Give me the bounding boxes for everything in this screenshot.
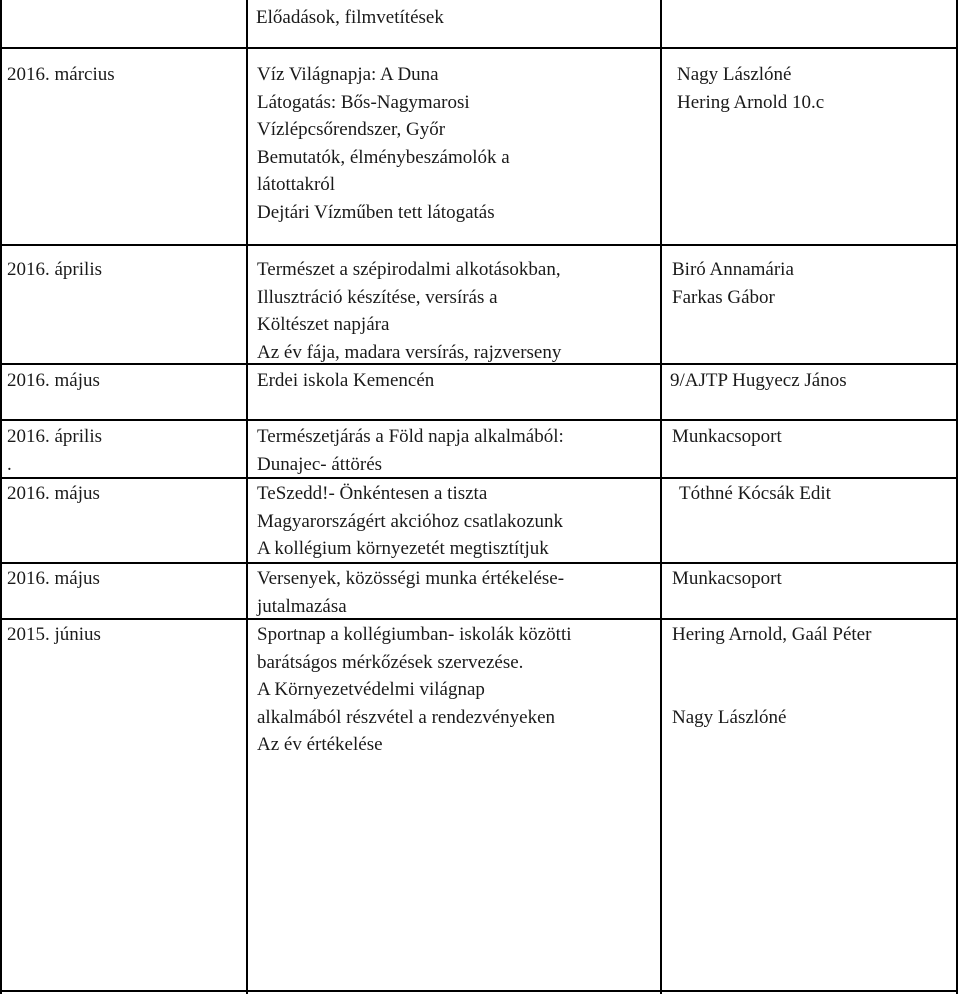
column-divider-2 bbox=[660, 0, 662, 994]
activity-line: Erdei iskola Kemencén bbox=[257, 370, 435, 391]
activity-line: Látogatás: Bős-Nagymarosi bbox=[257, 91, 470, 113]
activity-line: Természet a szépirodalmi alkotásokban, bbox=[257, 259, 561, 280]
person-line bbox=[672, 676, 871, 704]
date-cell bbox=[7, 480, 100, 508]
activity-line: jutalmazása bbox=[257, 595, 347, 617]
date-cell bbox=[7, 423, 102, 478]
row-divider bbox=[0, 47, 958, 49]
table-right-border bbox=[956, 0, 958, 994]
activity-line: Bemutatók, élménybeszámolók a bbox=[257, 146, 510, 168]
person-cell bbox=[677, 61, 824, 116]
activity-line: Versenyek, közösségi munka értékelése- bbox=[257, 568, 565, 589]
person-line: Hering Arnold 10.c bbox=[677, 91, 825, 113]
date-cell bbox=[7, 61, 115, 89]
activity-line: Az év fája, madara versírás, rajzverseny bbox=[257, 341, 562, 363]
activity-cell bbox=[257, 423, 564, 478]
person-line: Nagy Lászlóné bbox=[677, 64, 792, 85]
table-left-border bbox=[0, 0, 2, 994]
activity-line: barátságos mérkőzések szervezése. bbox=[257, 651, 524, 673]
person-line: Tóthné Kócsák Edit bbox=[679, 483, 831, 504]
person-cell bbox=[672, 565, 782, 593]
date-text: 2016. március bbox=[7, 64, 115, 85]
activity-line: Dunajec- áttörés bbox=[257, 453, 383, 475]
date-text: 2016. április bbox=[7, 426, 102, 447]
activity-line: Természetjárás a Föld napja alkalmából: bbox=[257, 426, 564, 447]
date-cell bbox=[7, 367, 100, 395]
activity-cell bbox=[257, 256, 561, 366]
person-line: Munkacsoport bbox=[672, 568, 782, 589]
activity-line: látottakról bbox=[257, 174, 336, 195]
row-divider bbox=[0, 244, 958, 246]
activity-line: Az év értékelése bbox=[257, 734, 383, 755]
section-heading-text: Előadások, filmvetítések bbox=[256, 7, 444, 28]
person-cell bbox=[670, 367, 847, 395]
person-line: Farkas Gábor bbox=[672, 286, 775, 308]
activity-line: Víz Világnapja: A Duna bbox=[257, 64, 439, 85]
activity-line: TeSzedd!- Önkéntesen a tiszta bbox=[257, 483, 488, 504]
person-cell bbox=[672, 256, 794, 311]
activity-line: A Környezetvédelmi világnap bbox=[257, 679, 485, 700]
date-cell bbox=[7, 256, 102, 284]
person-line: Nagy Lászlóné bbox=[672, 706, 787, 728]
activity-line: Magyarországért akcióhoz csatlakozunk bbox=[257, 510, 563, 532]
date-text: 2016. május bbox=[7, 568, 100, 589]
date-text: 2016. május bbox=[7, 483, 100, 504]
activity-line: Költészet napjára bbox=[257, 314, 390, 335]
date-text: 2016. április bbox=[7, 259, 102, 280]
date-text: . bbox=[7, 453, 12, 475]
person-line: Biró Annamária bbox=[672, 259, 794, 280]
activity-line: alkalmából részvétel a rendezvényeken bbox=[257, 706, 556, 728]
date-text: 2015. június bbox=[7, 624, 101, 645]
activity-line: Sportnap a kollégiumban- iskolák közötti bbox=[257, 624, 572, 645]
activity-cell bbox=[257, 61, 510, 226]
activity-cell bbox=[257, 480, 563, 563]
activity-cell bbox=[257, 367, 434, 395]
date-cell bbox=[7, 621, 101, 649]
person-cell bbox=[672, 423, 782, 451]
table-bottom-border bbox=[0, 990, 958, 992]
person-line: 9/AJTP Hugyecz János bbox=[670, 370, 847, 391]
date-text: 2016. május bbox=[7, 370, 100, 391]
person-line bbox=[672, 649, 871, 677]
section-heading bbox=[256, 4, 444, 32]
row-divider bbox=[0, 419, 958, 421]
activity-line: A kollégium környezetét megtisztítjuk bbox=[257, 538, 549, 559]
activity-line: Vízlépcsőrendszer, Győr bbox=[257, 119, 446, 140]
activity-line: Dejtári Vízműben tett látogatás bbox=[257, 201, 495, 223]
person-cell bbox=[672, 621, 871, 731]
person-cell bbox=[679, 480, 831, 508]
activity-cell bbox=[257, 621, 572, 759]
column-divider-1 bbox=[246, 0, 248, 994]
person-line: Munkacsoport bbox=[672, 426, 782, 447]
date-cell bbox=[7, 565, 100, 593]
activity-cell bbox=[257, 565, 564, 620]
activity-line: Illusztráció készítése, versírás a bbox=[257, 286, 498, 308]
person-line: Hering Arnold, Gaál Péter bbox=[672, 624, 872, 645]
